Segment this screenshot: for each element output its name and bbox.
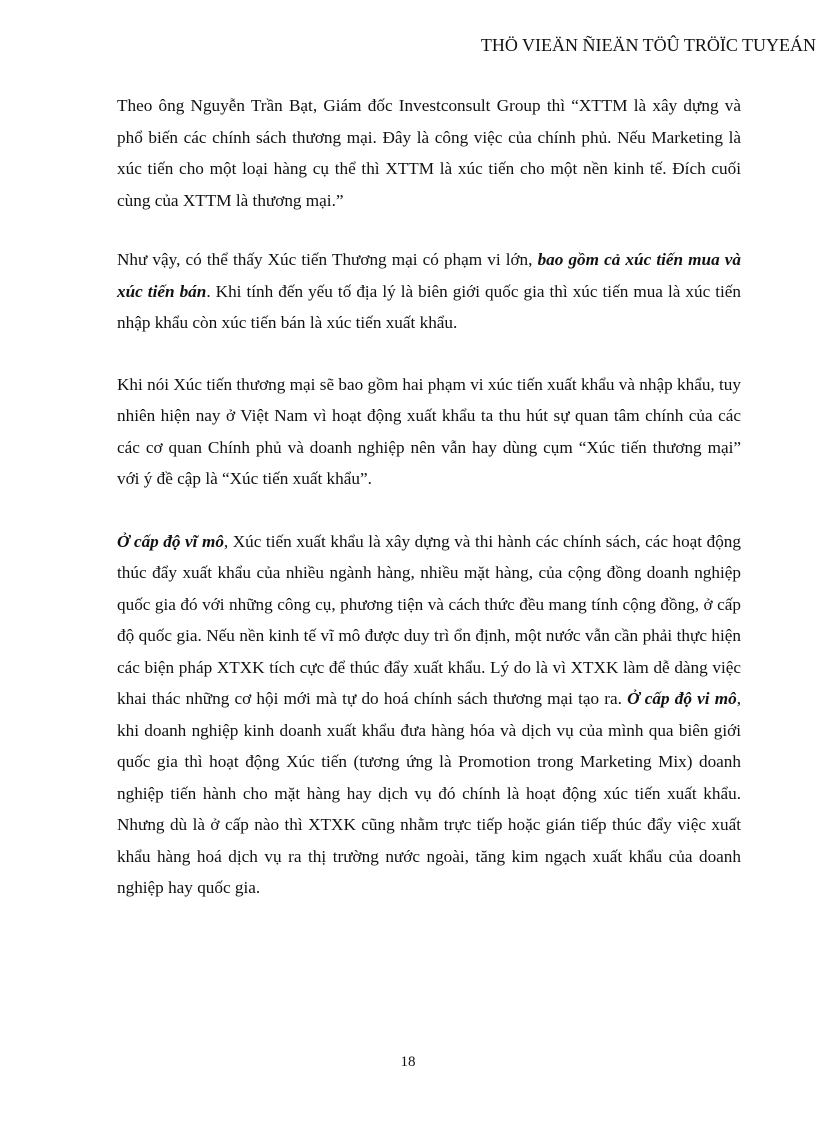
running-header: THÖ VIEÄN ÑIEÄN TÖÛ TRÖÏC TUYEÁN <box>480 35 816 55</box>
micro-level-text: , khi doanh nghiệp kinh doanh xuất khẩu đưa hàng hóa và dịch vụ của mình qua biên giới quốc gia thì hoạt động Xúc tiến (tương ứng là Promotion trong Marketing Mix) doanh nghiệp tiến hành cho mặt hàng hay dịch vụ đó chính là hoạt động xúc tiến xuất khẩu. Nhưng dù là ở cấp nào thì XTXK cũng nhằm trực tiếp hoặc gián tiếp thúc đẩy việc xuất khẩu hàng hoá dịch vụ ra thị trường nước ngoài, tăng kim ngạch xuất khẩu của doanh nghiệp hay quốc gia. <box>117 689 741 897</box>
macro-level-heading: Ở cấp độ vĩ mô <box>117 531 224 551</box>
micro-level-heading: Ở cấp độ vi mô <box>627 689 737 708</box>
paragraph-scope <box>117 244 741 339</box>
page-number: 18 <box>400 1054 416 1070</box>
paragraph-scope-text-1: Như vậy, có thể thấy Xúc tiến Thương mại có phạm vi lớn, <box>117 250 538 269</box>
body-text <box>117 90 741 932</box>
paragraph-scope-emphasis: bao gồm cả xúc tiến mua và xúc tiến bán <box>117 250 742 301</box>
macro-level-text: , Xúc tiến xuất khẩu là xây dựng và thi hành các chính sách, các hoạt động thúc đẩy xuất khẩu của nhiều ngành hàng, nhiều mặt hàng, của cộng đồng doanh nghiệp quốc gia đó với những công cụ, phương tiện và cách thức đều mang tính cộng đồng, ở cấp độ quốc gia. Nếu nền kinh tế vĩ mô được duy trì ổn định, một nước vẫn cần phải thực hiện các biện pháp XTXK tích cực để thúc đẩy xuất khẩu. Lý do là vì XTXK làm dễ dàng việc khai thác những cơ hội mới mà tự do hoá chính sách thương mại tạo ra. <box>117 531 741 708</box>
paragraph-scope-text-2: . Khi tính đến yếu tố địa lý là biên giới quốc gia thì xúc tiến mua là xúc tiến nhập khẩu còn xúc tiến bán là xúc tiến xuất khẩu. <box>117 281 742 332</box>
paragraph-export-focus: Khi nói Xúc tiến thương mại sẽ bao gồm hai phạm vi xúc tiến xuất khẩu và nhập khẩu, tuy nhiên hiện nay ở Việt Nam vì hoạt động xuất khẩu ta thu hút sự quan tâm chính của các các cơ quan Chính phủ và doanh nghiệp nên vẫn hay dùng cụm “Xúc tiến thương mại” với ý đề cập là “Xúc tiến xuất khẩu”. <box>117 374 741 488</box>
paragraph-investconsult-quote: Theo ông Nguyễn Trần Bạt, Giám đốc Investconsult Group thì “XTTM là xây dựng và phổ biến các chính sách thương mại. Đây là công việc của chính phủ. Nếu Marketing là xúc tiến cho một loại hàng cụ thể thì XTTM là xúc tiến cho một nền kinh tế. Đích cuối cùng của XTTM là thương mại.” <box>117 96 741 210</box>
paragraph-macro-micro <box>117 526 741 904</box>
